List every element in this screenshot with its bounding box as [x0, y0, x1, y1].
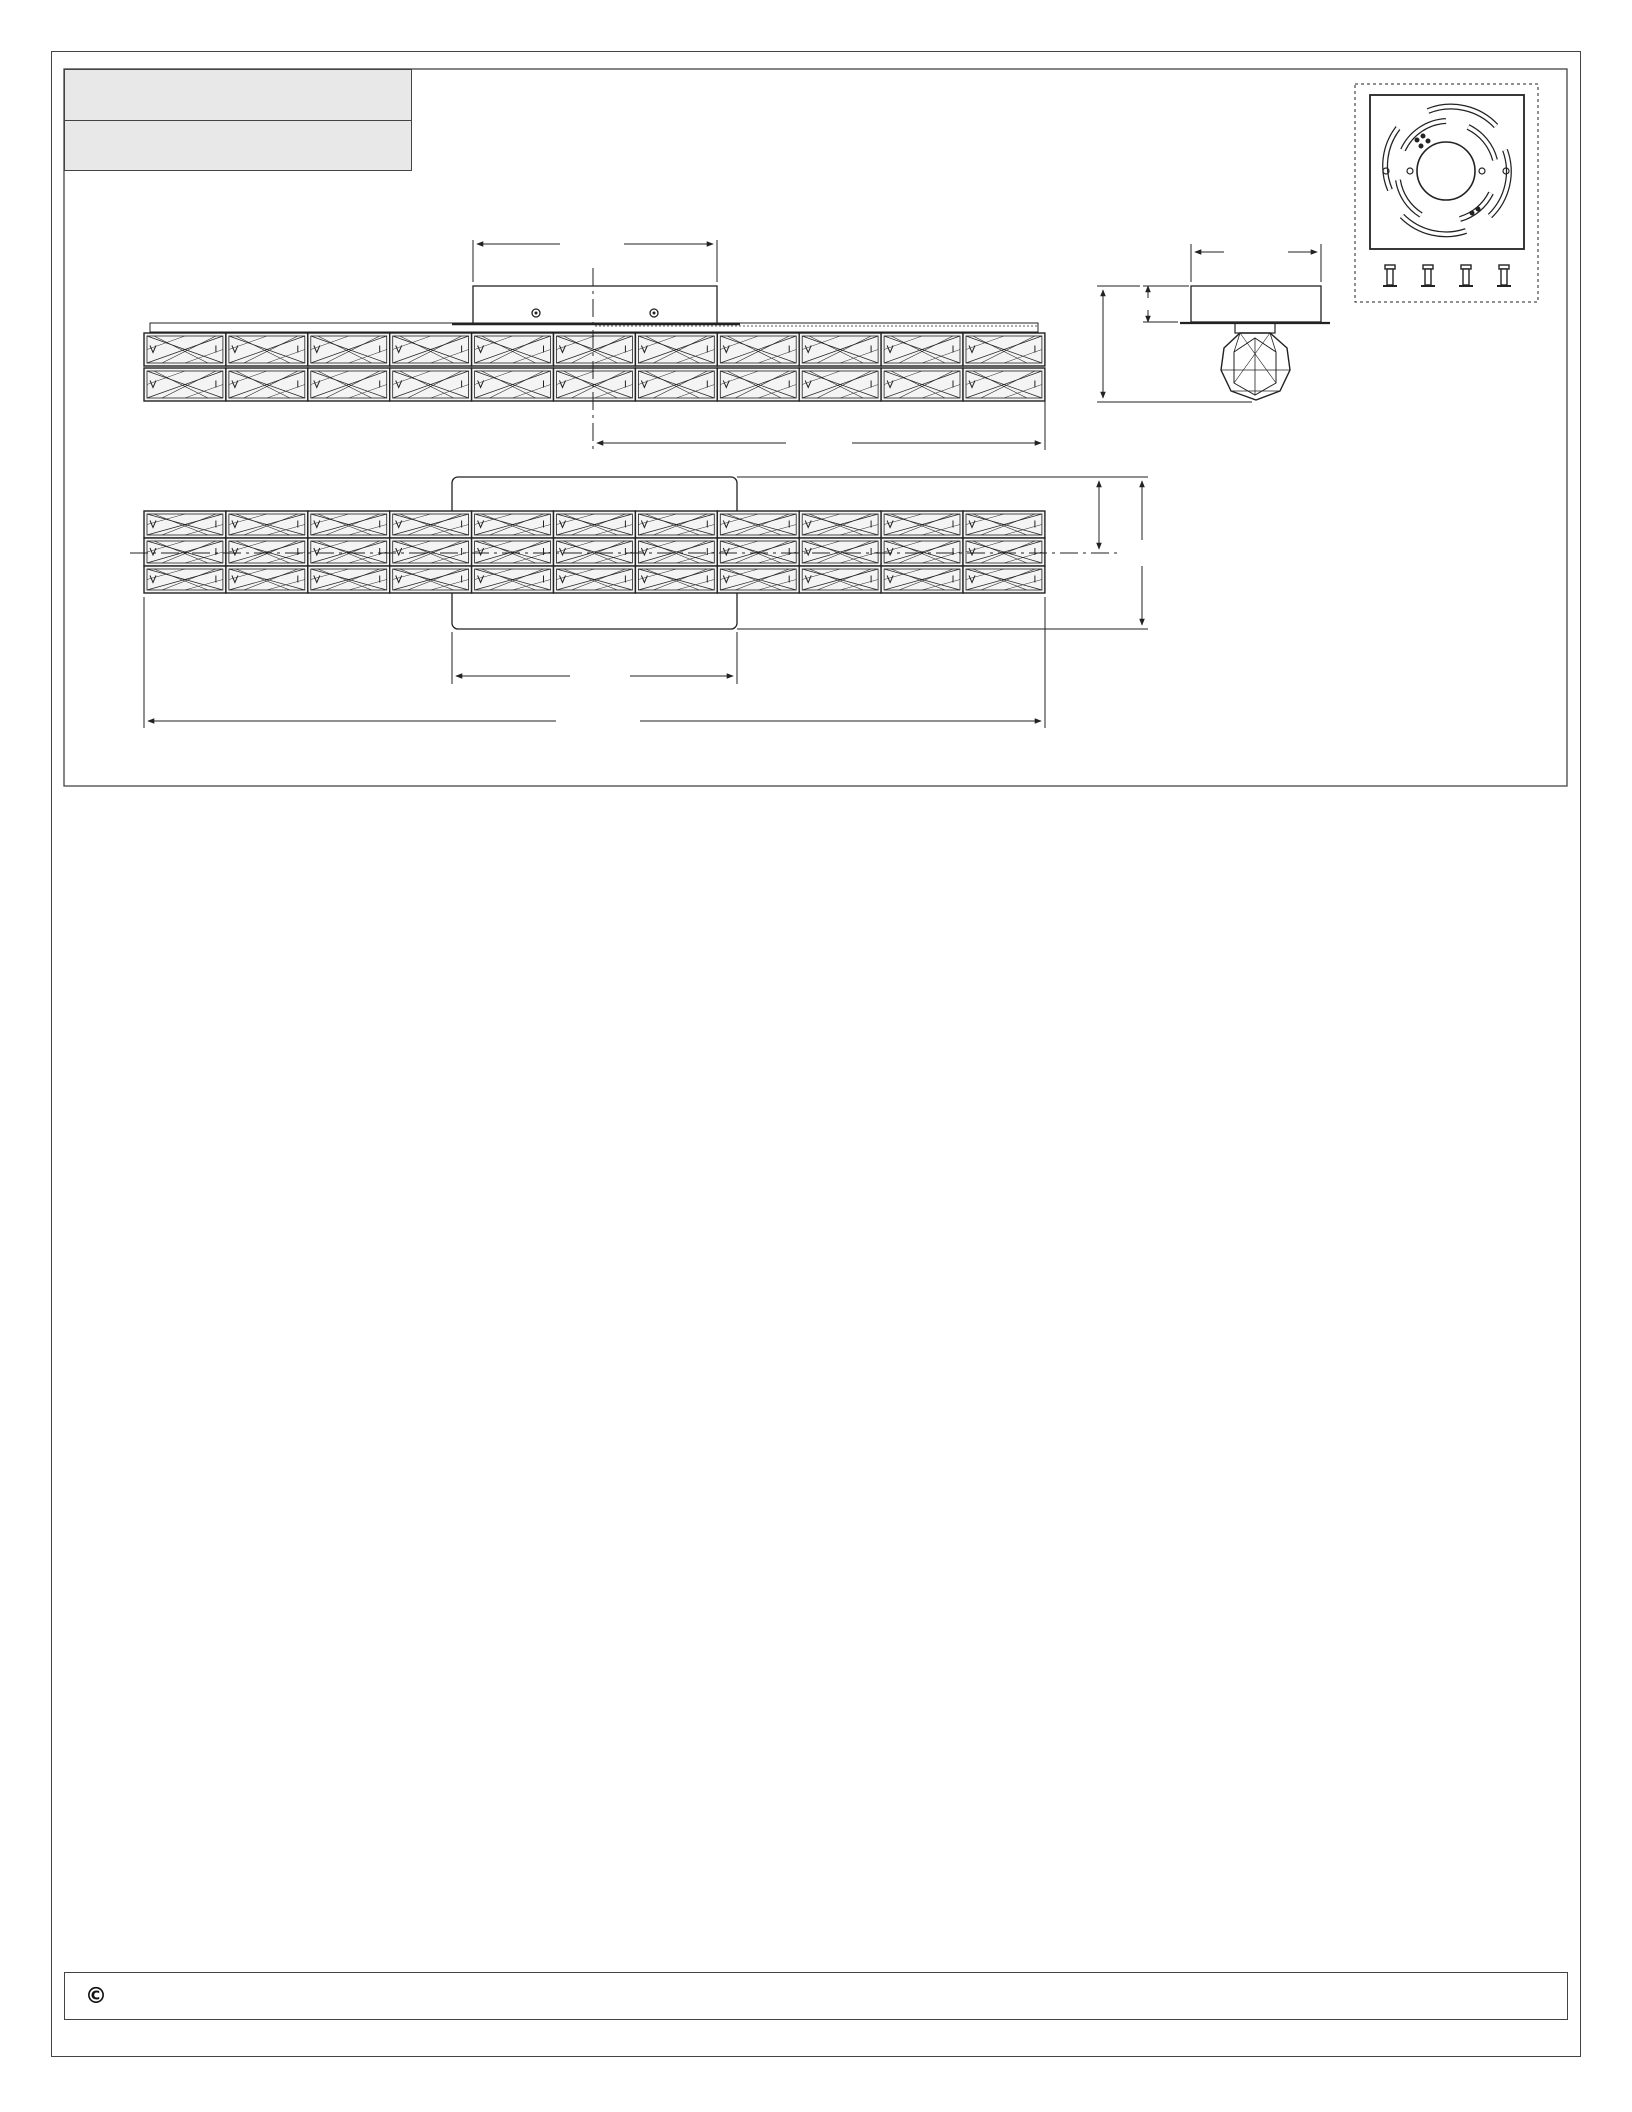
crystal-tile-icon [717, 511, 799, 538]
plate-center-hole [1417, 142, 1475, 200]
crystal-tile-icon [554, 566, 636, 593]
screw-icon [1459, 265, 1473, 286]
crystal-tile-icon [226, 368, 308, 401]
side-bracket [1235, 323, 1275, 333]
crystal-tile-icon [308, 333, 390, 366]
crystal-tile-icon [554, 511, 636, 538]
crystal-tile-icon [717, 333, 799, 366]
crystal-tile-icon [472, 538, 554, 566]
crystal-tile-icon [799, 538, 881, 566]
crystal-tile-icon [144, 333, 226, 366]
side-canopy [1191, 286, 1321, 322]
crystal-tile-icon [963, 538, 1045, 566]
mounting-plate-detail [1355, 84, 1538, 302]
canopy [473, 286, 717, 324]
mounting-plate-icon [1370, 95, 1524, 249]
crystal-tile-icon [226, 538, 308, 566]
crystal-tile-icon [963, 368, 1045, 401]
side-view [1097, 244, 1330, 402]
crystal-tile-icon [963, 566, 1045, 593]
crystal-tile-icon [717, 566, 799, 593]
crystal-tile-icon [554, 333, 636, 366]
crystal-tile-icon [226, 566, 308, 593]
crystal-tile-icon [472, 511, 554, 538]
detail-frame [1355, 84, 1538, 302]
crystal-tile-icon [635, 333, 717, 366]
screw-icon [1383, 265, 1397, 286]
top-crystal-rows [144, 511, 1045, 593]
crystal-tile-icon [881, 511, 963, 538]
footer-box [64, 1972, 1568, 2020]
crystal-tile-icon [881, 566, 963, 593]
crystal-tile-icon [472, 566, 554, 593]
drawing-frame [64, 69, 1567, 786]
top-view [130, 477, 1148, 728]
crystal-tile-icon [472, 368, 554, 401]
crystal-tile-icon [963, 511, 1045, 538]
crystal-tile-icon [390, 333, 472, 366]
crystal-tile-icon [881, 538, 963, 566]
crystal-tile-icon [635, 511, 717, 538]
crystal-tile-icon [799, 333, 881, 366]
screw-icon [1421, 265, 1435, 286]
crystal-tile-icon [308, 538, 390, 566]
crystal-tile-icon [144, 368, 226, 401]
crystal-tile-icon [635, 368, 717, 401]
front-view [144, 240, 1045, 452]
crystal-tile-icon [390, 538, 472, 566]
crystal-tile-icon [144, 538, 226, 566]
crystal-tile-icon [226, 511, 308, 538]
side-crystal [1221, 333, 1290, 400]
crystal-tile-icon [390, 566, 472, 593]
crystal-tile-icon [308, 511, 390, 538]
screw-icon [1497, 265, 1511, 286]
crystal-tile-icon [390, 368, 472, 401]
crystal-tile-icon [308, 566, 390, 593]
crystal-tile-icon [881, 368, 963, 401]
crystal-tile-icon [635, 538, 717, 566]
screw-set [1383, 265, 1511, 286]
crystal-tile-icon [390, 511, 472, 538]
crystal-tile-icon [226, 333, 308, 366]
crystal-tile-icon [799, 511, 881, 538]
crystal-tile-icon [963, 333, 1045, 366]
crystal-tile-icon [717, 368, 799, 401]
crystal-tile-icon [554, 538, 636, 566]
crystal-tile-icon [881, 333, 963, 366]
crystal-tile-icon [144, 566, 226, 593]
crystal-tile-icon [144, 511, 226, 538]
crystal-tile-icon [308, 368, 390, 401]
crystal-tile-icon [635, 566, 717, 593]
crystal-tile-icon [554, 368, 636, 401]
copyright-symbol: © [85, 1984, 107, 2009]
front-crystal-rows [144, 333, 1045, 401]
crystal-tile-icon [472, 333, 554, 366]
crystal-tile-icon [717, 538, 799, 566]
crystal-tile-icon [799, 368, 881, 401]
crystal-tile-icon [799, 566, 881, 593]
